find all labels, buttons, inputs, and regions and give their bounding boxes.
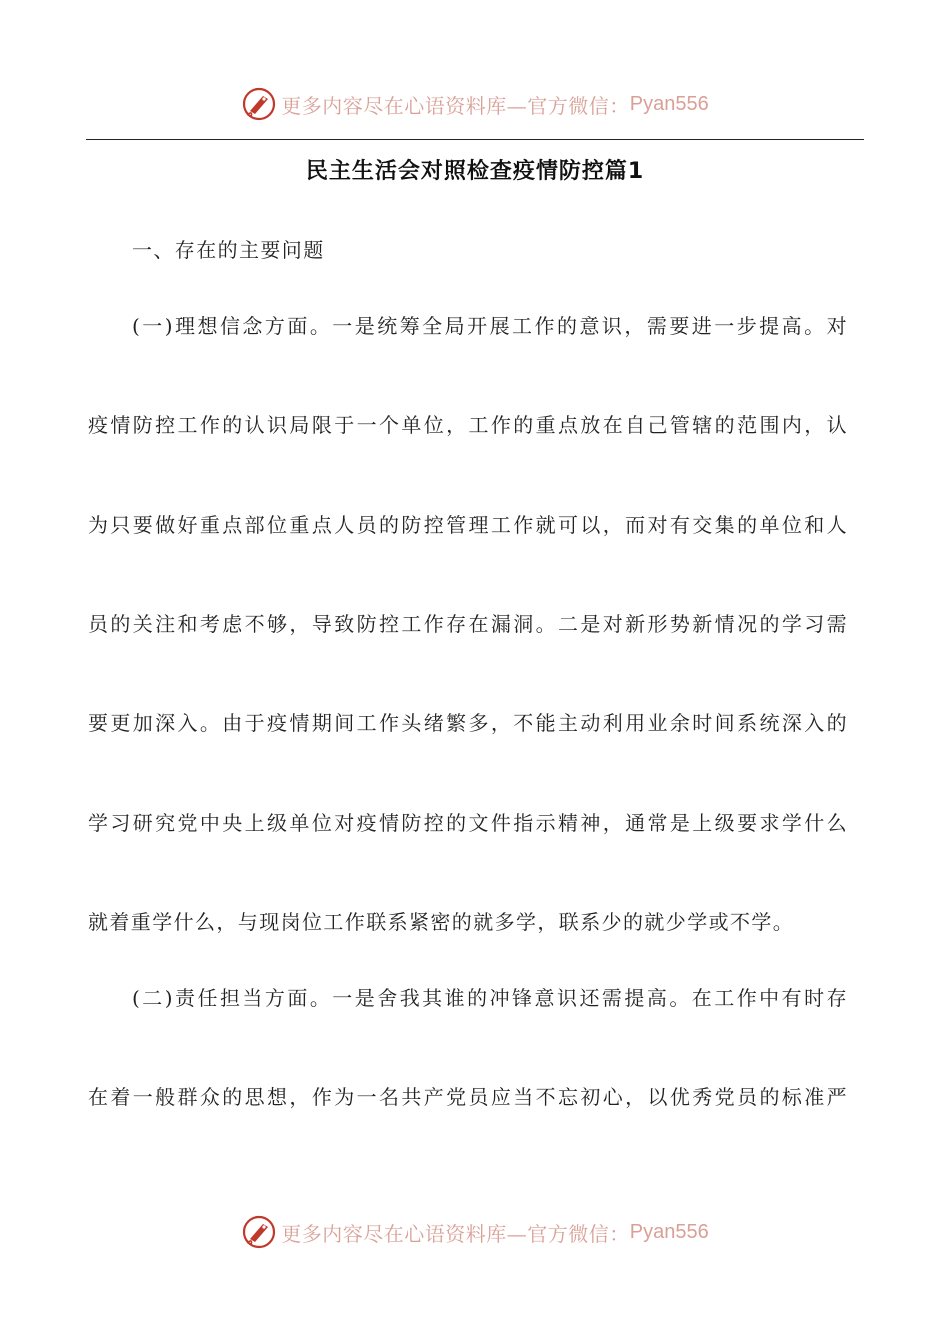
footer-watermark <box>0 1210 950 1254</box>
header-divider <box>86 139 864 140</box>
paragraph-line: 学习研究党中央上级单位对疫情防控的文件指示精神，通常是上级要求学什么 <box>88 811 848 835</box>
pen-nib-logo-icon <box>241 1214 277 1250</box>
wechat-id: Pyan556 <box>629 1220 709 1243</box>
wechat-id: Pyan556 <box>629 92 709 115</box>
paragraph-line: 要更加深入。由于疫情期间工作头绪繁多，不能主动利用业余时间系统深入的 <box>88 711 848 735</box>
paragraph-line: 疫情防控工作的认识局限于一个单位，工作的重点放在自己管辖的范围内，认 <box>88 413 848 437</box>
document-title: 民主生活会对照检查疫情防控篇1 <box>305 159 645 184</box>
paragraph-line: 在着一般群众的思想，作为一名共产党员应当不忘初心，以优秀党员的标准严 <box>88 1085 848 1109</box>
paragraph-line: (二)责任担当方面。一是舍我其谁的冲锋意识还需提高。在工作中有时存 <box>132 986 848 1010</box>
paragraph-line: 就着重学什么，与现岗位工作联系紧密的就多学，联系少的就少学或不学。 <box>88 910 795 934</box>
watermark-text: 更多内容尽在心语资料库—官方微信： <box>281 93 630 118</box>
paragraph-line: 员的关注和考虑不够，导致防控工作存在漏洞。二是对新形势新情况的学习需 <box>88 612 848 636</box>
watermark-text: 更多内容尽在心语资料库—官方微信： <box>281 1221 630 1246</box>
section-heading: 一、存在的主要问题 <box>132 238 325 262</box>
header-watermark <box>0 82 950 126</box>
paragraph-line: (一)理想信念方面。一是统筹全局开展工作的意识，需要进一步提高。对 <box>132 314 848 338</box>
pen-nib-logo-icon <box>241 86 277 122</box>
paragraph-line: 为只要做好重点部位重点人员的防控管理工作就可以，而对有交集的单位和人 <box>88 513 848 537</box>
